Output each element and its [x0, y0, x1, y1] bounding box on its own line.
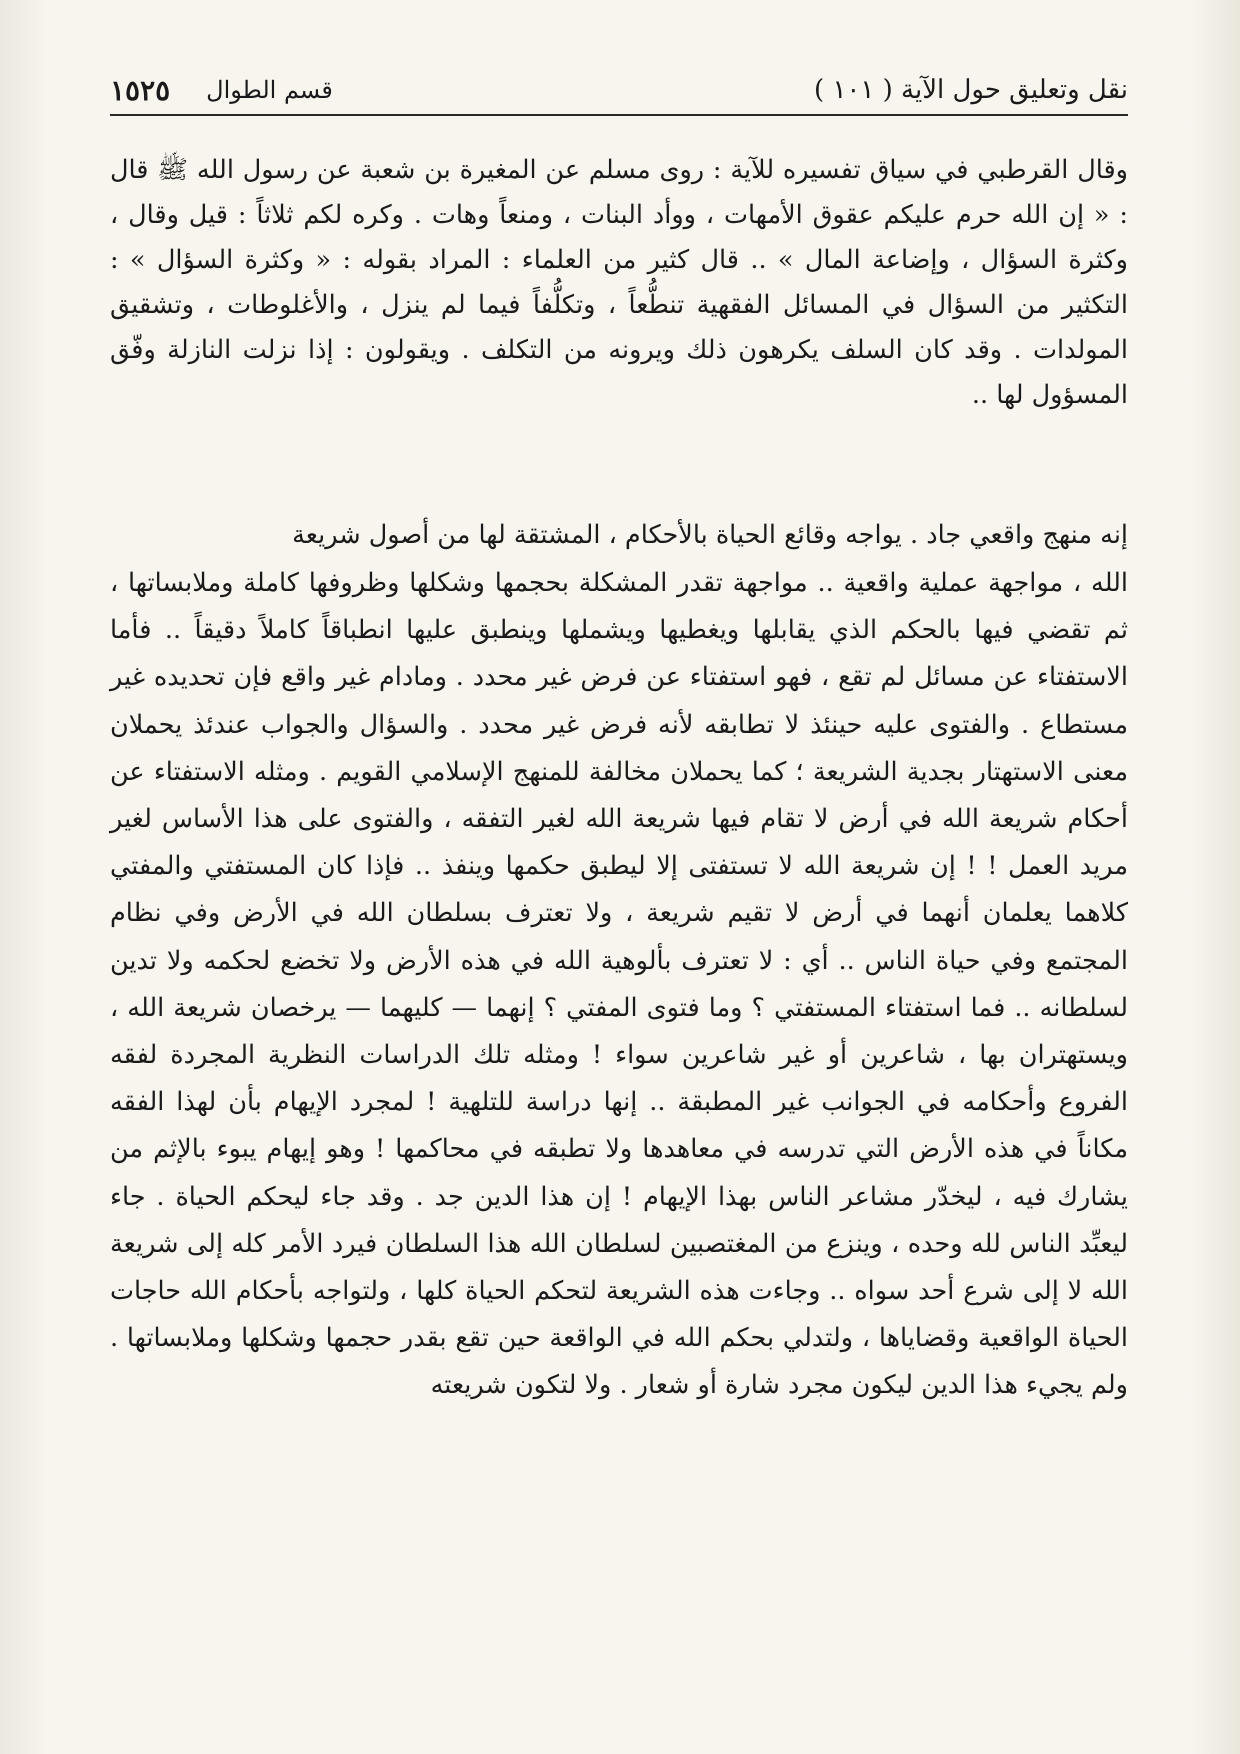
quote-paragraph — [110, 148, 1128, 418]
body-paragraph-main — [110, 560, 1128, 1410]
page-header — [110, 66, 1128, 116]
paragraph-text: إنه منهج واقعي جاد . يواجه وقائع الحياة بالأحكام ، المشتقة لها من أصول شريعة — [292, 520, 1128, 550]
section-title: قسم الطوال — [206, 76, 333, 104]
page-number: ١٥٢٥ — [110, 73, 171, 107]
running-title: نقل وتعليق حول الآية ( ١٠١ ) — [814, 75, 1128, 105]
paragraph-text: وقال القرطبي في سياق تفسيره للآية : روى مسلم عن المغيرة بن شعبة عن رسول الله ﷺ قال : « إن الله حرم عليكم عقوق الأمهات ، ووأد البنات ، ومنعاً وهات . وكره لكم ثلاثاً : قيل وقال ، وكثرة السؤال ، وإضاعة المال » .. قال كثير من العلماء : المراد بقوله : « وكثرة السؤال » : التكثير من السؤال في المسائل الفقهية تنطُّعاً ، وتكلُّفاً فيما لم ينزل ، والأغلوطات ، وتشقيق المولدات . وقد كان السلف يكرهون ذلك ويرونه من التكلف . ويقولون : إذا نزلت النازلة وفّق المسؤول لها .. — [110, 155, 1128, 410]
header-left-group — [110, 74, 333, 107]
body-paragraph-intro — [110, 512, 1128, 559]
paragraph-text: الله ، مواجهة عملية واقعية .. مواجهة تقدر المشكلة بحجمها وشكلها وظروفها كاملة وملابساتها ، ثم تقضي فيها بالحكم الذي يقابلها ويغطيها ويشملها وينطبق عليها انطباقاً كاملاً دقيقاً .. فأما الاستفتاء عن مسائل لم تقع ، فهو استفتاء عن فرض غير محدد . ومادام غير واقع فإن تحديده غير مستطاع . والفتوى عليه حينئذ لا تطابقه لأنه فرض غير محدد . والسؤال والجواب عندئذ يحملان معنى الاستهتار بجدية الشريعة ؛ كما يحملان مخالفة للمنهج الإسلامي القويم . ومثله الاستفتاء عن أحكام شريعة الله في أرض لا تقام فيها شريعة الله لغير التفقه ، والفتوى على هذا الأساس لغير مريد العمل ! ! إن شريعة الله لا تستفتى إلا ليطبق حكمها وينفذ .. فإذا كان المستفتي والمفتي كلاهما يعلمان أنهما في أرض لا تقيم شريعة ، ولا تعترف بسلطان الله في الأرض وفي نظام المجتمع وفي حياة الناس .. أي : لا تعترف بألوهية الله في هذه الأرض ولا تخضع لحكمه ولا تدين لسلطانه .. فما استفتاء المستفتي ؟ وما فتوى المفتي ؟ إنهما — كليهما — يرخصان شريعة الله ، ويستهتران بها ، شاعرين أو غير شاعرين سواء ! ومثله تلك الدراسات النظرية المجردة لفقه الفروع وأحكامه في الجوانب غير المطبقة .. إنها دراسة للتلهية ! لمجرد الإيهام بأن لهذا الفقه مكاناً في هذه الأرض التي تدرسه في معاهدها ولا تطبقه في محاكمها ! وهو إيهام يبوء بالإثم من يشارك فيه ، ليخدّر مشاعر الناس بهذا الإيهام ! إن هذا الدين جد . وقد جاء ليحكم الحياة . جاء ليعبِّد الناس لله وحده ، وينزع من المغتصبين لسلطان الله هذا السلطان فيرد الأمر كله إلى شريعة الله لا إلى شرع أحد سواه .. وجاءت هذه الشريعة لتحكم الحياة كلها ، ولتواجه بأحكام الله حاجات الحياة الواقعية وقضاياها ، ولتدلي بحكم الله في الواقعة حين تقع بقدر حجمها وشكلها وملابساتها . ولم يجيء هذا الدين ليكون مجرد شارة أو شعار . ولا لتكون شريعته — [110, 568, 1128, 1401]
